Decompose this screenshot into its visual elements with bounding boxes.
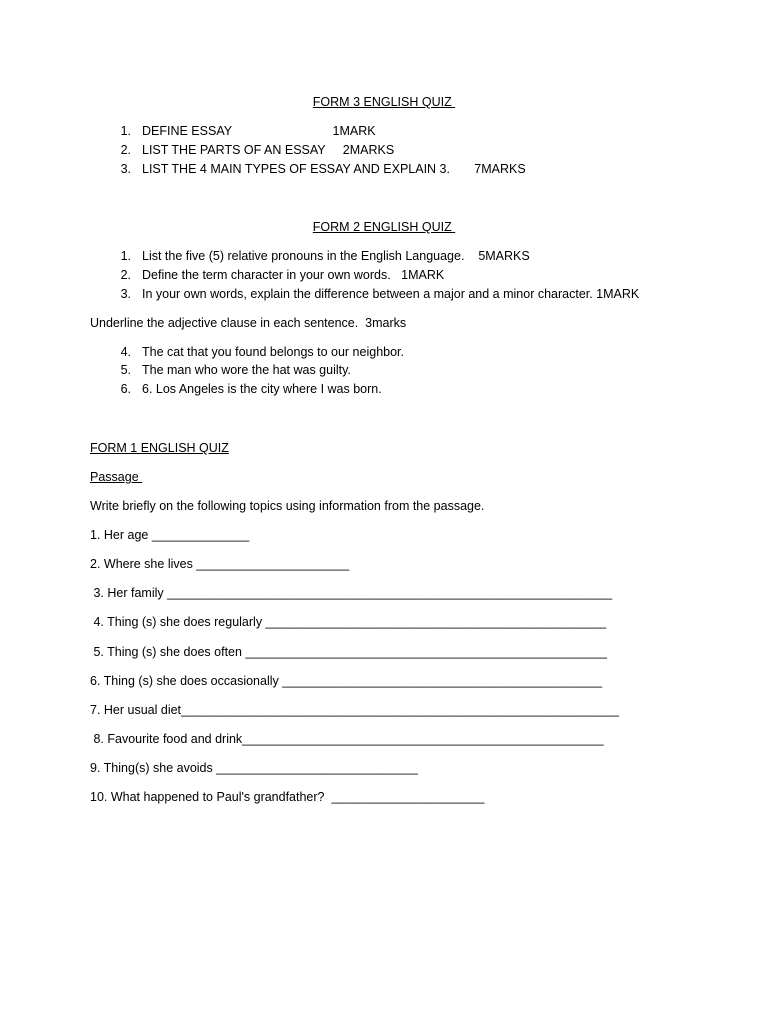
question-1: 1. Her age ______________ — [90, 528, 250, 542]
passage-label: Passage — [90, 470, 143, 484]
list-number: 3. — [120, 162, 131, 176]
list-item-text: List the five (5) relative pronouns in the English Language. 5MARKS — [142, 249, 530, 263]
list-item-text: 6. Los Angeles is the city where I was born. — [142, 382, 382, 396]
form2-item-3 — [111, 287, 639, 302]
question-5: 5. Thing (s) she does often ____________________________________________________ — [90, 645, 607, 659]
form3-item-3 — [111, 162, 526, 177]
list-number: 5. — [120, 363, 131, 377]
list-number: 1. — [120, 249, 131, 263]
question-4: 4. Thing (s) she does regularly _________________________________________________ — [90, 615, 607, 629]
form2-item-1 — [111, 249, 530, 264]
question-8: 8. Favourite food and drink____________________________________________________ — [90, 732, 604, 746]
list-item-text: The cat that you found belongs to our neighbor. — [142, 345, 404, 359]
list-item-text: In your own words, explain the difference between a major and a minor character. 1MARK — [142, 287, 640, 301]
form2-title: FORM 2 ENGLISH QUIZ — [312, 220, 456, 234]
form3-title: FORM 3 ENGLISH QUIZ — [312, 95, 456, 109]
question-3: 3. Her family ________________________________________________________________ — [90, 586, 613, 600]
form1-instruction: Write briefly on the following topics using information from the passage. — [90, 499, 485, 513]
form2-sentence-4 — [111, 345, 404, 360]
form2-item-2 — [111, 268, 444, 283]
question-6: 6. Thing (s) she does occasionally ______________________________________________ — [90, 674, 603, 688]
list-item-text: DEFINE ESSAY 1MARK — [142, 124, 376, 138]
list-item-text: The man who wore the hat was guilty. — [142, 363, 351, 377]
form2-sentence-6 — [111, 382, 382, 397]
question-2: 2. Where she lives ______________________ — [90, 557, 350, 571]
list-number: 1. — [120, 124, 131, 138]
form3-item-1 — [111, 124, 376, 139]
list-item-text: Define the term character in your own words. 1MARK — [142, 268, 445, 282]
list-item-text: LIST THE PARTS OF AN ESSAY 2MARKS — [142, 143, 395, 157]
form1-title: FORM 1 ENGLISH QUIZ — [90, 441, 229, 455]
list-number: 3. — [120, 287, 131, 301]
list-number: 6. — [120, 382, 131, 396]
question-7: 7. Her usual diet_______________________________________________________________ — [90, 703, 619, 717]
list-number: 4. — [120, 345, 131, 359]
form3-item-2 — [111, 143, 394, 158]
question-10: 10. What happened to Paul's grandfather? ______________________ — [90, 790, 485, 804]
form2-instruction: Underline the adjective clause in each sentence. 3marks — [90, 316, 407, 330]
list-number: 2. — [120, 143, 131, 157]
list-number: 2. — [120, 268, 131, 282]
form2-sentence-5 — [111, 363, 351, 378]
list-item-text: LIST THE 4 MAIN TYPES OF ESSAY AND EXPLAIN 3. 7MARKS — [142, 162, 526, 176]
question-9: 9. Thing(s) she avoids _____________________________ — [90, 761, 418, 775]
